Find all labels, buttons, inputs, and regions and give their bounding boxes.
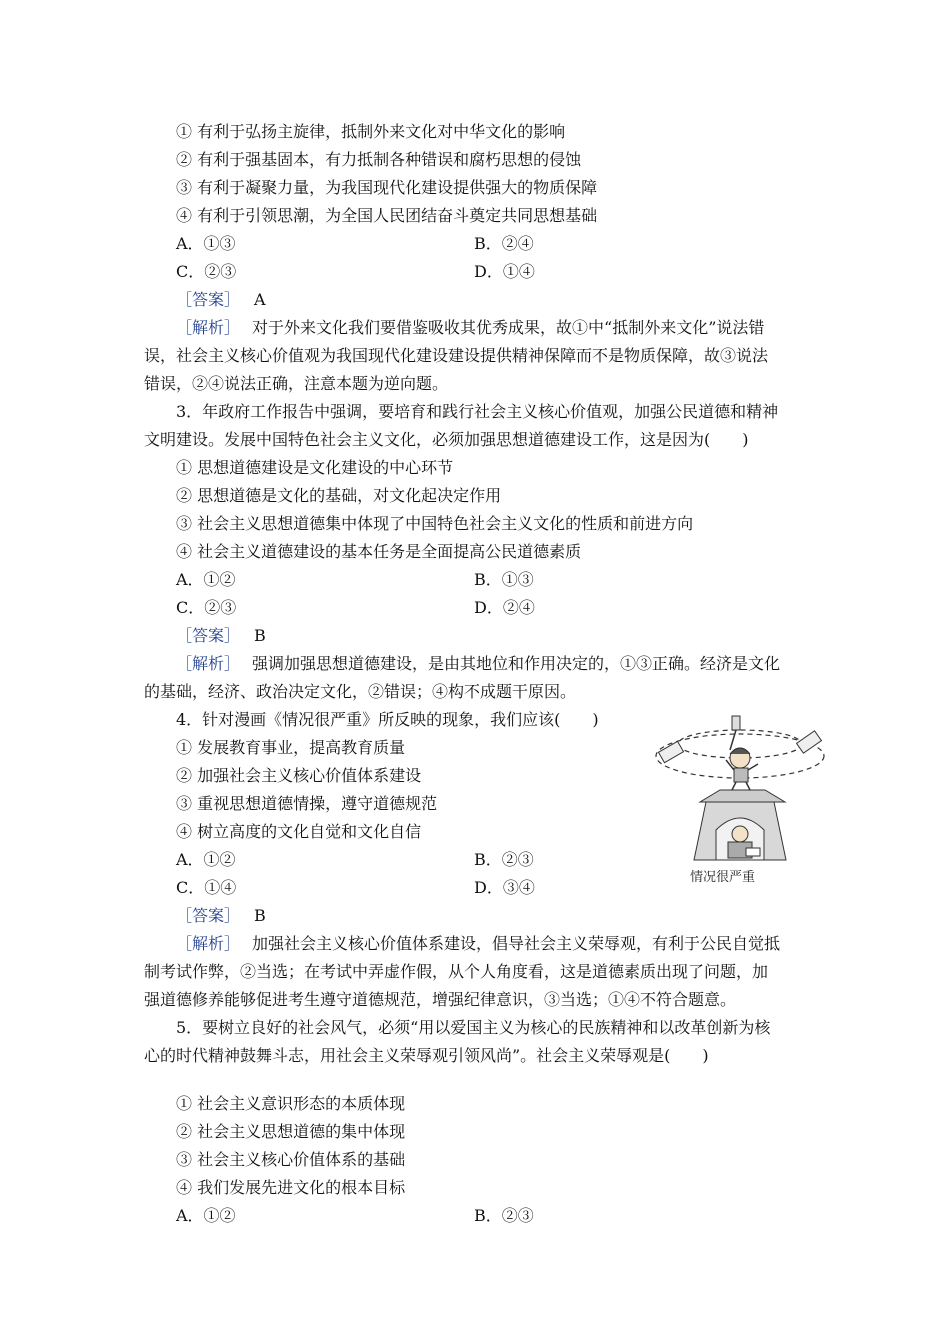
- answer-tag: ［答案］: [176, 290, 241, 309]
- q3-option-3: ③ 社会主义思想道德集中体现了中国特色社会主义文化的性质和前进方向: [176, 514, 694, 533]
- q3-option-4: ④ 社会主义道德建设的基本任务是全面提高公民道德素质: [176, 542, 582, 561]
- q2-option-3: ③ 有利于凝聚力量，为我国现代化建设提供强大的物质保障: [176, 178, 598, 197]
- q3-stem-line-2: 文明建设。发展中国特色社会主义文化，必须加强思想道德建设工作，这是因为( ): [144, 430, 749, 449]
- q3-choice-b: B．①③: [474, 570, 534, 589]
- q2-analysis-line-3: 错误，②④说法正确，注意本题为逆向题。: [144, 374, 449, 393]
- q2-analysis-line-2: 误，社会主义核心价值观为我国现代化建设建设提供精神保障而不是物质保障，故③说法: [144, 346, 769, 365]
- q4-choice-c: C．①④: [176, 878, 237, 897]
- q4-answer: [176, 906, 266, 926]
- answer-value: B: [254, 906, 266, 925]
- q5-choice-a: A．①②: [176, 1206, 236, 1225]
- q3-analysis-line-1: [176, 654, 780, 674]
- q2-choice-a: A．①③: [176, 234, 236, 253]
- answer-value: A: [254, 290, 266, 309]
- answer-value: B: [254, 626, 266, 645]
- q2-answer: [176, 290, 266, 310]
- q3-choice-c: C．②③: [176, 598, 237, 617]
- analysis-tag: ［解析］: [176, 934, 241, 953]
- q5-option-3: ③ 社会主义核心价值体系的基础: [176, 1150, 406, 1169]
- cartoon-illustration: [650, 710, 830, 888]
- q2-choice-b: B．②④: [474, 234, 534, 253]
- answer-tag: ［答案］: [176, 626, 241, 645]
- q3-stem-line-1: 3．年政府工作报告中强调，要培育和践行社会主义核心价值观，加强公民道德和精神: [176, 402, 779, 421]
- q5-option-4: ④ 我们发展先进文化的根本目标: [176, 1178, 406, 1197]
- q2-option-1: ① 有利于弘扬主旋律，抵制外来文化对中华文化的影响: [176, 122, 566, 141]
- q5-stem-line-2: 心的时代精神鼓舞斗志，用社会主义荣辱观引领风尚”。社会主义荣辱观是( ): [144, 1046, 709, 1065]
- q4-choice-a: A．①②: [176, 850, 236, 869]
- q5-option-2: ② 社会主义思想道德的集中体现: [176, 1122, 406, 1141]
- q4-analysis-line-2: 制考试作弊，②当选；在考试中弄虚作假，从个人角度看，这是道德素质出现了问题，加: [144, 962, 769, 981]
- q4-option-3: ③ 重视思想道德情操，遵守道德规范: [176, 794, 438, 813]
- q2-choice-c: C．②③: [176, 262, 237, 281]
- q4-option-1: ① 发展教育事业，提高教育质量: [176, 738, 406, 757]
- q4-choice-d: D．③④: [474, 878, 535, 897]
- q4-analysis-line-1: [176, 934, 780, 954]
- q3-choice-a: A．①②: [176, 570, 236, 589]
- q5-stem-line-1: 5．要树立良好的社会风气，必须“用以爱国主义为核心的民族精神和以改革创新为核: [176, 1018, 771, 1037]
- q2-option-4: ④ 有利于引领思潮，为全国人民团结奋斗奠定共同思想基础: [176, 206, 598, 225]
- q3-choice-d: D．②④: [474, 598, 535, 617]
- q5-option-1: ① 社会主义意识形态的本质体现: [176, 1094, 406, 1113]
- analysis-tag: ［解析］: [176, 654, 241, 673]
- q2-choice-d: D．①④: [474, 262, 535, 281]
- q4-option-2: ② 加强社会主义核心价值体系建设: [176, 766, 422, 785]
- q2-option-2: ② 有利于强基固本，有力抵制各种错误和腐朽思想的侵蚀: [176, 150, 582, 169]
- q2-analysis-line-1: [176, 318, 764, 338]
- analysis-text: 加强社会主义核心价值体系建设，倡导社会主义荣辱观，有利于公民自觉抵: [252, 934, 781, 953]
- q3-answer: [176, 626, 266, 646]
- analysis-text: 强调加强思想道德建设，是由其地位和作用决定的，①③正确。经济是文化: [252, 654, 781, 673]
- q4-option-4: ④ 树立高度的文化自觉和文化自信: [176, 822, 422, 841]
- analysis-text: 对于外来文化我们要借鉴吸收其优秀成果，故①中“抵制外来文化”说法错: [252, 318, 765, 337]
- q4-stem: 4．针对漫画《情况很严重》所反映的现象，我们应该( ): [176, 710, 599, 729]
- q4-analysis-line-3: 强道德修养能够促进考生遵守道德规范，增强纪律意识，③当选；①④不符合题意。: [144, 990, 737, 1009]
- q5-choice-b: B．②③: [474, 1206, 534, 1225]
- analysis-tag: ［解析］: [176, 318, 241, 337]
- q4-choice-b: B．②③: [474, 850, 534, 869]
- q3-analysis-line-2: 的基础，经济、政治决定文化，②错误；④构不成题干原因。: [144, 682, 577, 701]
- q3-option-1: ① 思想道德建设是文化建设的中心环节: [176, 458, 454, 477]
- cartoon-caption: 情况很严重: [690, 870, 756, 885]
- answer-tag: ［答案］: [176, 906, 241, 925]
- q3-option-2: ② 思想道德是文化的基础，对文化起决定作用: [176, 486, 502, 505]
